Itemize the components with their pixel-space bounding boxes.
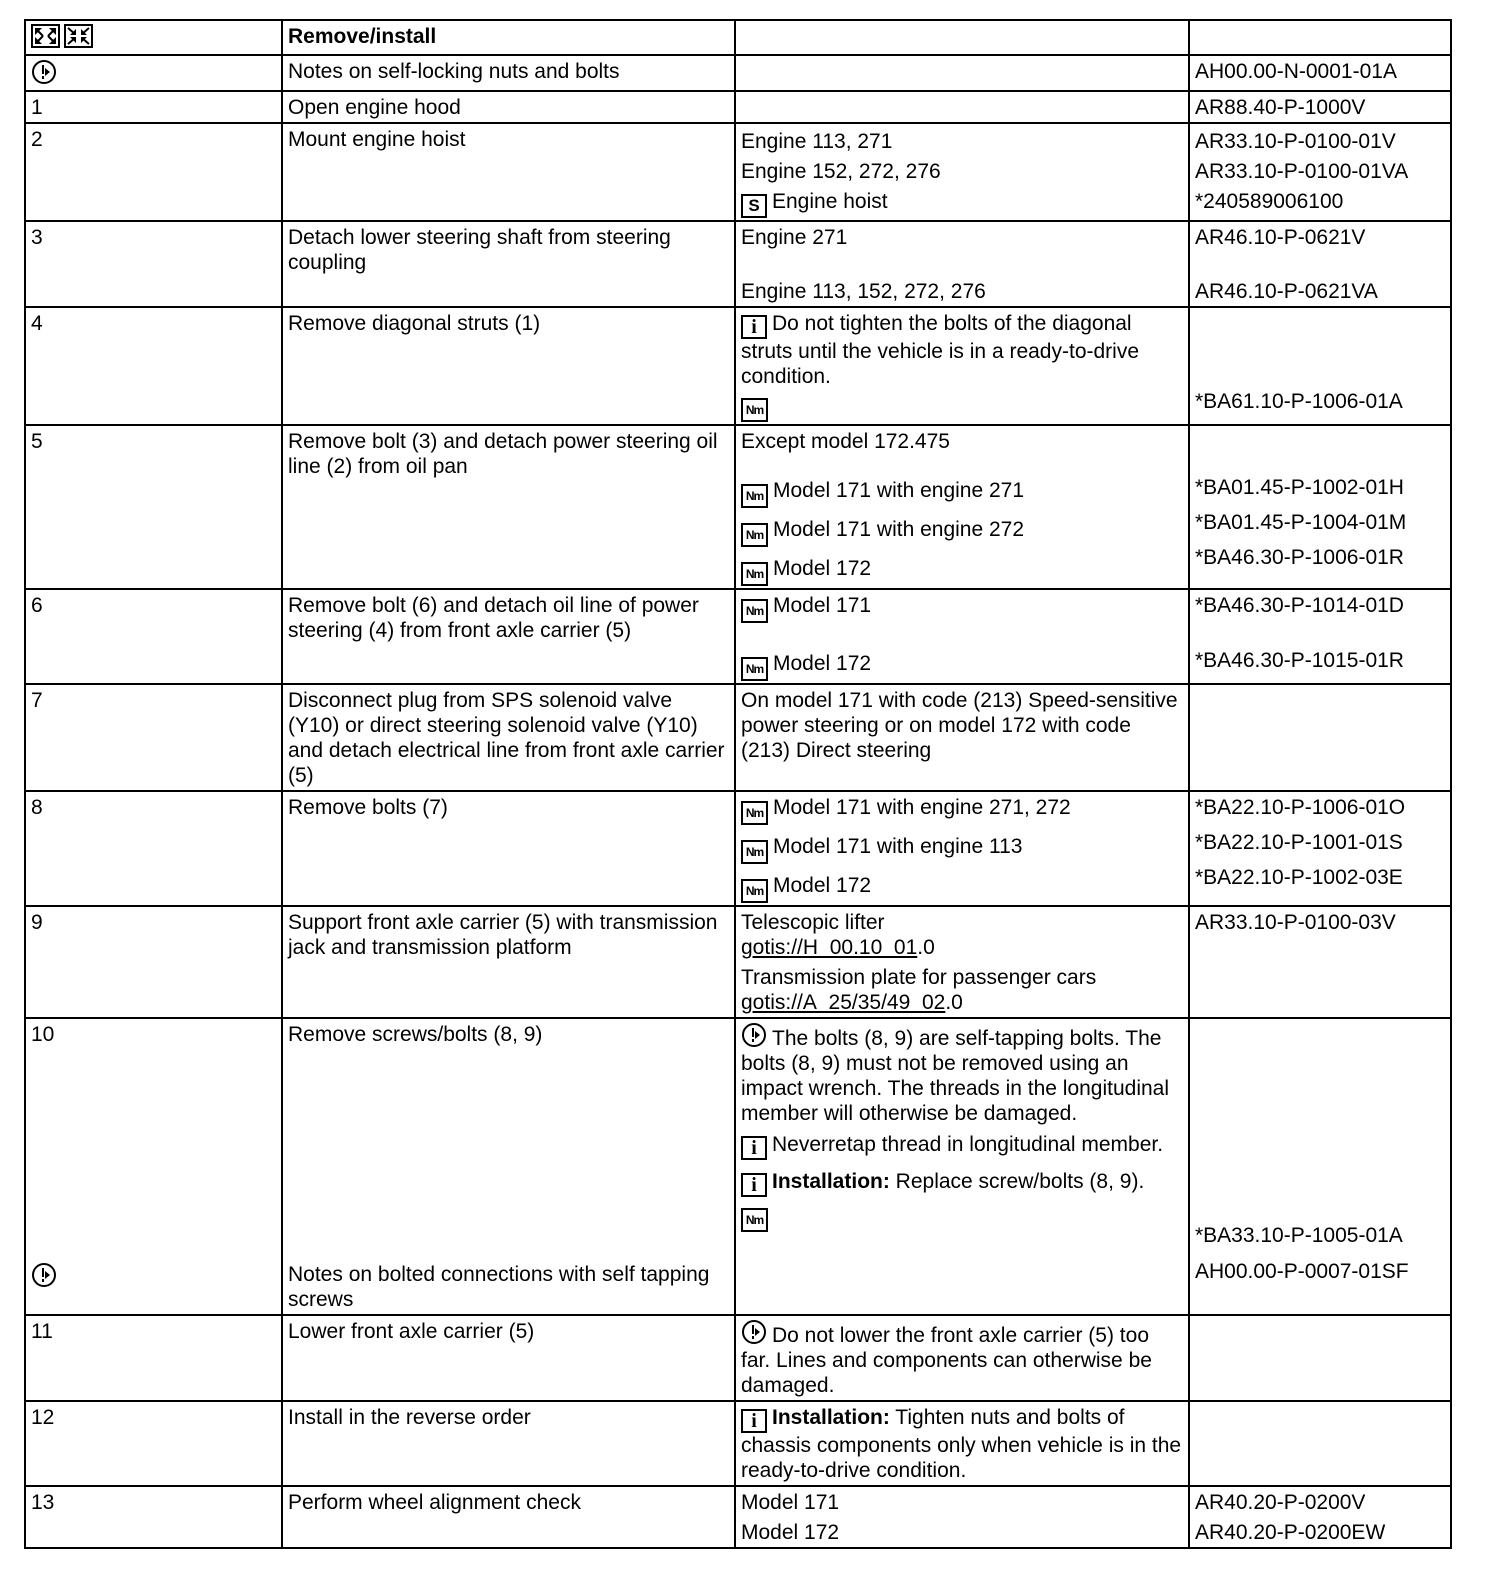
action-cell: Remove bolts (7) xyxy=(282,791,735,906)
note-text: Neverretap thread in longitudinal member. xyxy=(772,1133,1164,1156)
torque-nm-icon[interactable]: Nm xyxy=(741,599,768,623)
note-line: Telescopic lifter xyxy=(741,911,885,934)
table-row xyxy=(25,55,1451,91)
table-row xyxy=(25,906,1451,1018)
note-line xyxy=(741,1169,1183,1197)
action-cell: Remove diagonal struts (1) xyxy=(282,307,735,425)
reference-link[interactable]: AH00.00-P-0007-01SF xyxy=(1195,1260,1409,1283)
gotis-link[interactable]: gotis://H_00.10_01 xyxy=(741,936,918,959)
note-text: Model 171 with engine 271, 272 xyxy=(773,796,1071,819)
step-cell: 12 xyxy=(25,1401,282,1486)
step-cell: 7 xyxy=(25,684,282,791)
action-cell: Perform wheel alignment check xyxy=(282,1486,735,1548)
step-cell: 5 xyxy=(25,425,282,589)
header-empty-cell xyxy=(1189,20,1451,55)
note-text: Model 171 with engine 271 xyxy=(773,479,1025,502)
step-cell: 4 xyxy=(25,307,282,425)
note-text: Model 171 with engine 113 xyxy=(773,835,1023,858)
action-cell: Lower front axle carrier (5) xyxy=(282,1315,735,1401)
info-icon: i xyxy=(741,1409,767,1433)
note-line xyxy=(741,1202,1183,1232)
action-cell: Remove bolt (6) and detach oil line of power steering (4) from front axle carrier (5) xyxy=(282,589,735,684)
reference-link[interactable]: AR46.10-P-0621VA xyxy=(1195,280,1378,303)
note-cell xyxy=(735,589,1189,684)
note-line xyxy=(741,990,1183,1015)
note-text: Do not tighten the bolts of the diagonal struts until the vehicle is in a ready-to-drive condition. xyxy=(741,312,1140,388)
note-line xyxy=(741,1022,1183,1126)
reference-link[interactable]: *BA46.30-P-1014-01D xyxy=(1195,594,1404,617)
reference-link[interactable]: *BA22.10-P-1006-01O xyxy=(1195,796,1406,819)
note-line xyxy=(741,1132,1183,1160)
step-cell: 13 xyxy=(25,1486,282,1548)
step-number: 10 xyxy=(31,1023,55,1046)
action-cell: Detach lower steering shaft from steering coupling xyxy=(282,221,735,307)
tool-name[interactable]: Engine hoist xyxy=(772,190,888,213)
reference-link[interactable]: *BA46.30-P-1015-01R xyxy=(1195,649,1404,672)
table-header-row xyxy=(25,20,1451,55)
note-line xyxy=(741,795,1183,825)
reference-cell xyxy=(1189,307,1451,425)
step-cell: 1 xyxy=(25,91,282,123)
warning-circle-icon xyxy=(741,1022,767,1048)
note-line: Engine 113, 271 xyxy=(741,130,893,153)
note-line xyxy=(741,311,1183,389)
note-cell xyxy=(735,906,1189,1018)
note-text: Model 172 xyxy=(773,874,872,897)
note-line: Engine 152, 272, 276 xyxy=(741,160,941,183)
note-text: Replace screw/bolts (8, 9). xyxy=(889,1170,1145,1193)
reference-cell xyxy=(1189,1486,1451,1548)
note-line xyxy=(741,834,1183,864)
note-text: Model 171 with engine 272 xyxy=(773,518,1025,541)
torque-nm-icon[interactable]: Nm xyxy=(741,523,768,547)
note-cell xyxy=(735,1401,1189,1486)
torque-nm-icon[interactable]: Nm xyxy=(741,840,768,864)
note-line: Transmission plate for passenger cars xyxy=(741,966,1097,989)
reference-cell xyxy=(1189,684,1451,791)
note-cell xyxy=(735,55,1189,91)
table-row xyxy=(25,307,1451,425)
procedure-table xyxy=(24,19,1452,1549)
reference-cell[interactable]: AH00.00-N-0001-01A xyxy=(1189,55,1451,91)
reference-cell xyxy=(1189,1018,1451,1315)
reference-link[interactable]: *BA01.45-P-1002-01H xyxy=(1195,476,1404,499)
action-text: Remove screws/bolts (8, 9) xyxy=(288,1023,543,1046)
info-icon: i xyxy=(741,1173,767,1197)
reference-link[interactable]: *BA33.10-P-1005-01A xyxy=(1195,1224,1403,1247)
torque-nm-icon[interactable]: Nm xyxy=(741,562,768,586)
note-line xyxy=(741,651,1183,681)
table-row xyxy=(25,684,1451,791)
note-cell xyxy=(735,307,1189,425)
reference-link[interactable]: AR40.20-P-0200V xyxy=(1195,1491,1366,1514)
table-row xyxy=(25,1315,1451,1401)
action-cell: Mount engine hoist xyxy=(282,123,735,221)
table-row xyxy=(25,1018,1451,1315)
note-label: Installation: xyxy=(772,1170,890,1193)
note-text: Model 171 xyxy=(773,594,872,617)
note-line xyxy=(741,556,1183,586)
note-line xyxy=(741,189,1183,218)
reference-link[interactable]: AR46.10-P-0621V xyxy=(1195,226,1366,249)
reference-link[interactable]: AR40.20-P-0200EW xyxy=(1195,1521,1386,1544)
note-cell xyxy=(735,1486,1189,1548)
step-cell: 3 xyxy=(25,221,282,307)
note-text: The bolts (8, 9) are self-tapping bolts. The bolts (8, 9) must not be removed using an impact wrench. The threads in the longitudinal member will otherwise be damaged. xyxy=(741,1027,1170,1125)
torque-nm-icon[interactable]: Nm xyxy=(741,801,768,825)
note-line xyxy=(741,593,1183,623)
note-text: Tighten nuts and bolts of chassis components only when vehicle is in the ready-to-drive condition. xyxy=(741,1406,1182,1482)
link-suffix: .0 xyxy=(917,936,935,959)
table-row xyxy=(25,123,1451,221)
step-cell: 6 xyxy=(25,589,282,684)
reference-cell[interactable]: AR88.40-P-1000V xyxy=(1189,91,1451,123)
step-cell xyxy=(25,55,282,91)
torque-nm-icon[interactable]: Nm xyxy=(741,398,768,422)
reference-cell xyxy=(1189,791,1451,906)
warning-circle-icon xyxy=(31,1262,57,1288)
table-row xyxy=(25,1401,1451,1486)
reference-cell xyxy=(1189,1401,1451,1486)
action-cell xyxy=(282,1018,735,1315)
action-cell: Open engine hood xyxy=(282,91,735,123)
info-icon: i xyxy=(741,315,767,339)
action-cell: Notes on self-locking nuts and bolts xyxy=(282,55,735,91)
torque-nm-icon[interactable]: Nm xyxy=(741,484,768,508)
page-title: Remove/install xyxy=(282,20,735,55)
expand-all-icon[interactable] xyxy=(31,24,60,48)
header-icon-cell xyxy=(25,20,282,55)
reference-link[interactable]: *BA22.10-P-1001-01S xyxy=(1195,831,1403,854)
step-cell: 11 xyxy=(25,1315,282,1401)
note-cell xyxy=(735,425,1189,589)
action-cell: Install in the reverse order xyxy=(282,1401,735,1486)
action-cell: Support front axle carrier (5) with transmission jack and transmission platform xyxy=(282,906,735,1018)
note-cell xyxy=(735,221,1189,307)
note-text: Model 172 xyxy=(773,557,872,580)
note-line xyxy=(741,478,1183,508)
note-cell: On model 171 with code (213) Speed-sensitive power steering or on model 172 with code (213) Direct steering xyxy=(735,684,1189,791)
reference-link[interactable]: *BA46.30-P-1006-01R xyxy=(1195,546,1404,569)
link-suffix: .0 xyxy=(945,991,963,1014)
note-line: Engine 271 xyxy=(741,226,848,249)
special-tool-icon: S xyxy=(741,194,767,218)
table-row xyxy=(25,221,1451,307)
reference-link[interactable]: AR33.10-P-0100-01VA xyxy=(1195,160,1409,183)
note-text: Model 172 xyxy=(773,652,872,675)
reference-link[interactable]: AR33.10-P-0100-01V xyxy=(1195,130,1396,153)
note-text: Do not lower the front axle carrier (5) too far. Lines and components can otherwise be damaged. xyxy=(741,1324,1152,1397)
note-line: Except model 172.475 xyxy=(741,430,950,453)
note-line: Model 172 xyxy=(741,1521,840,1544)
note-line: Engine 113, 152, 272, 276 xyxy=(741,280,986,303)
torque-nm-icon[interactable]: Nm xyxy=(741,1208,768,1232)
note-line xyxy=(741,517,1183,547)
reference-cell xyxy=(1189,425,1451,589)
note-cell xyxy=(735,791,1189,906)
reference-cell xyxy=(1189,589,1451,684)
reference-cell xyxy=(1189,1315,1451,1401)
warning-circle-icon xyxy=(31,59,57,85)
torque-nm-icon[interactable]: Nm xyxy=(741,879,768,903)
action-cell: Remove bolt (3) and detach power steering oil line (2) from oil pan xyxy=(282,425,735,589)
note-cell xyxy=(735,1018,1189,1315)
step-cell: 9 xyxy=(25,906,282,1018)
note-line: Model 171 xyxy=(741,1491,840,1514)
info-icon: i xyxy=(741,1136,767,1160)
note-line xyxy=(741,1319,1183,1398)
reference-cell xyxy=(1189,221,1451,307)
note-line xyxy=(741,873,1183,903)
header-empty-cell xyxy=(735,20,1189,55)
collapse-all-icon[interactable] xyxy=(64,24,93,48)
note-cell xyxy=(735,123,1189,221)
warning-circle-icon xyxy=(741,1319,767,1345)
table-row xyxy=(25,1486,1451,1548)
table-row xyxy=(25,425,1451,589)
reference-link[interactable]: *BA01.45-P-1004-01M xyxy=(1195,511,1407,534)
note-label: Installation: xyxy=(772,1406,890,1429)
reference-link[interactable]: *240589006100 xyxy=(1195,190,1344,213)
note-line xyxy=(741,392,1183,422)
reference-link[interactable]: *BA22.10-P-1002-03E xyxy=(1195,866,1403,889)
note-line xyxy=(741,1405,1183,1483)
reference-cell xyxy=(1189,123,1451,221)
gotis-link[interactable]: gotis://A_25/35/49_02 xyxy=(741,991,946,1014)
action-text: Notes on bolted connections with self tapping screws xyxy=(288,1263,710,1311)
step-cell: 8 xyxy=(25,791,282,906)
reference-cell[interactable]: AR33.10-P-0100-03V xyxy=(1189,906,1451,1018)
note-cell xyxy=(735,91,1189,123)
step-cell: 2 xyxy=(25,123,282,221)
note-line xyxy=(741,935,1183,960)
torque-nm-icon[interactable]: Nm xyxy=(741,657,768,681)
step-cell xyxy=(25,1018,282,1315)
table-row xyxy=(25,91,1451,123)
note-cell xyxy=(735,1315,1189,1401)
step-icon xyxy=(31,1262,276,1291)
table-row xyxy=(25,791,1451,906)
action-cell: Disconnect plug from SPS solenoid valve (Y10) or direct steering solenoid valve (Y10) and detach electrical line from front axle carrier (5) xyxy=(282,684,735,791)
reference-link[interactable]: *BA61.10-P-1006-01A xyxy=(1195,390,1403,413)
table-row xyxy=(25,589,1451,684)
